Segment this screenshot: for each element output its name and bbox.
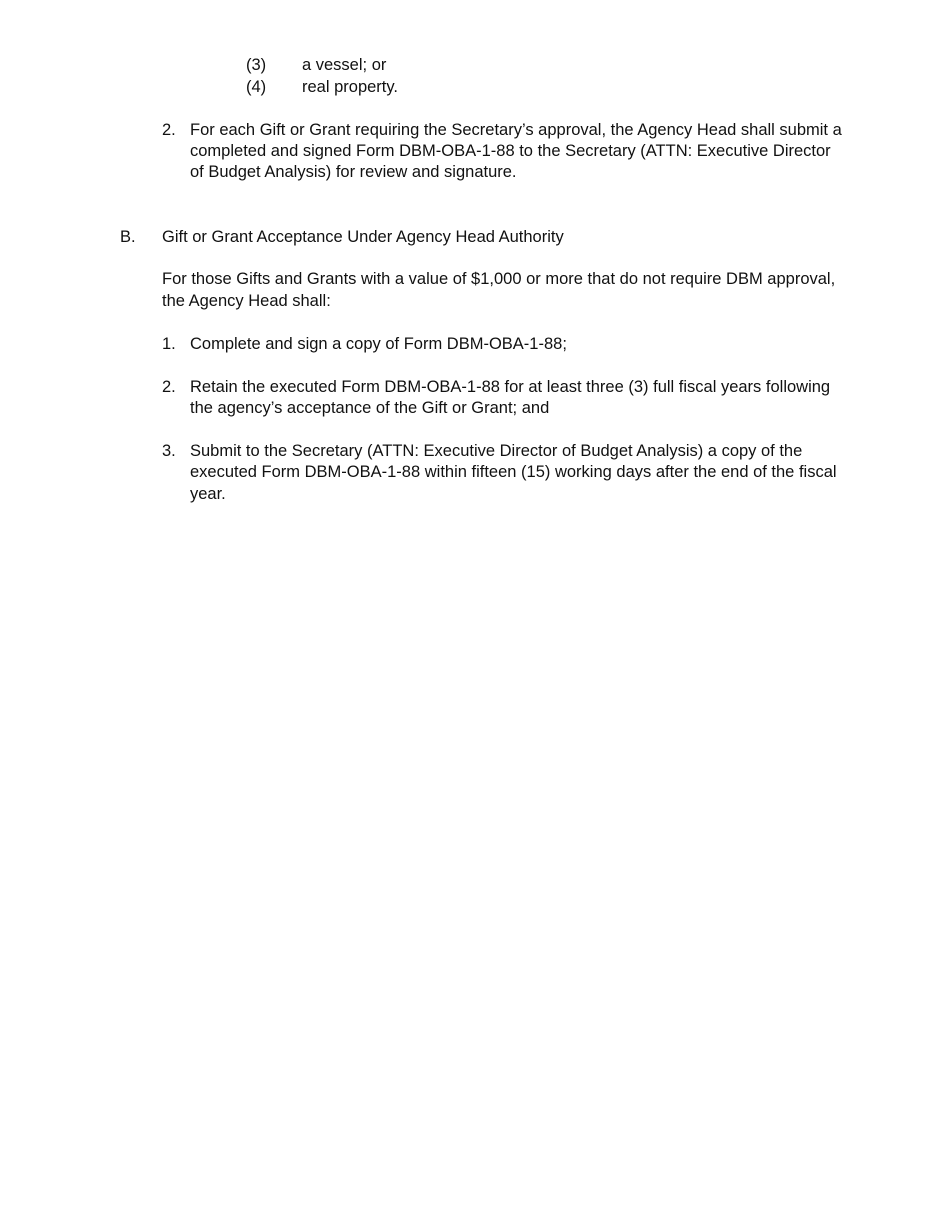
b-item-1-line: Complete and sign a copy of Form DBM-OBA-1-88; xyxy=(190,335,567,353)
b-item-3-line: Submit to the Secretary (ATTN: Executive Director of Budget Analysis) a copy of the xyxy=(190,442,803,460)
subitem-3-text: a vessel; or xyxy=(302,56,387,74)
item-a2-line: completed and signed Form DBM-OBA-1-88 to the Secretary (ATTN: Executive Director xyxy=(190,142,831,160)
subitem-4-number: (4) xyxy=(246,78,267,96)
b-item-3-number: 3. xyxy=(162,442,176,460)
b-item-3-line: year. xyxy=(190,485,226,503)
section-b-intro-line: the Agency Head shall: xyxy=(162,292,331,310)
b-item-2-number: 2. xyxy=(162,378,176,396)
subitem-4-text: real property. xyxy=(302,78,398,96)
section-b-letter: B. xyxy=(120,228,136,246)
subitem-3-number: (3) xyxy=(246,56,267,74)
b-item-2-line: Retain the executed Form DBM-OBA-1-88 for at least three (3) full fiscal years following xyxy=(190,378,831,396)
section-b-intro-line: For those Gifts and Grants with a value of $1,000 or more that do not require DBM approval, xyxy=(162,270,836,288)
b-item-3-line: executed Form DBM-OBA-1-88 within fifteen (15) working days after the end of the fiscal xyxy=(190,463,837,481)
item-a2-line: of Budget Analysis) for review and signature. xyxy=(190,163,517,181)
section-b-heading: Gift or Grant Acceptance Under Agency Head Authority xyxy=(162,228,564,246)
item-a2-line: For each Gift or Grant requiring the Secretary’s approval, the Agency Head shall submit a xyxy=(190,121,842,139)
item-a2-number: 2. xyxy=(162,121,176,139)
b-item-1-number: 1. xyxy=(162,335,176,353)
b-item-2-line: the agency’s acceptance of the Gift or Grant; and xyxy=(190,399,550,417)
